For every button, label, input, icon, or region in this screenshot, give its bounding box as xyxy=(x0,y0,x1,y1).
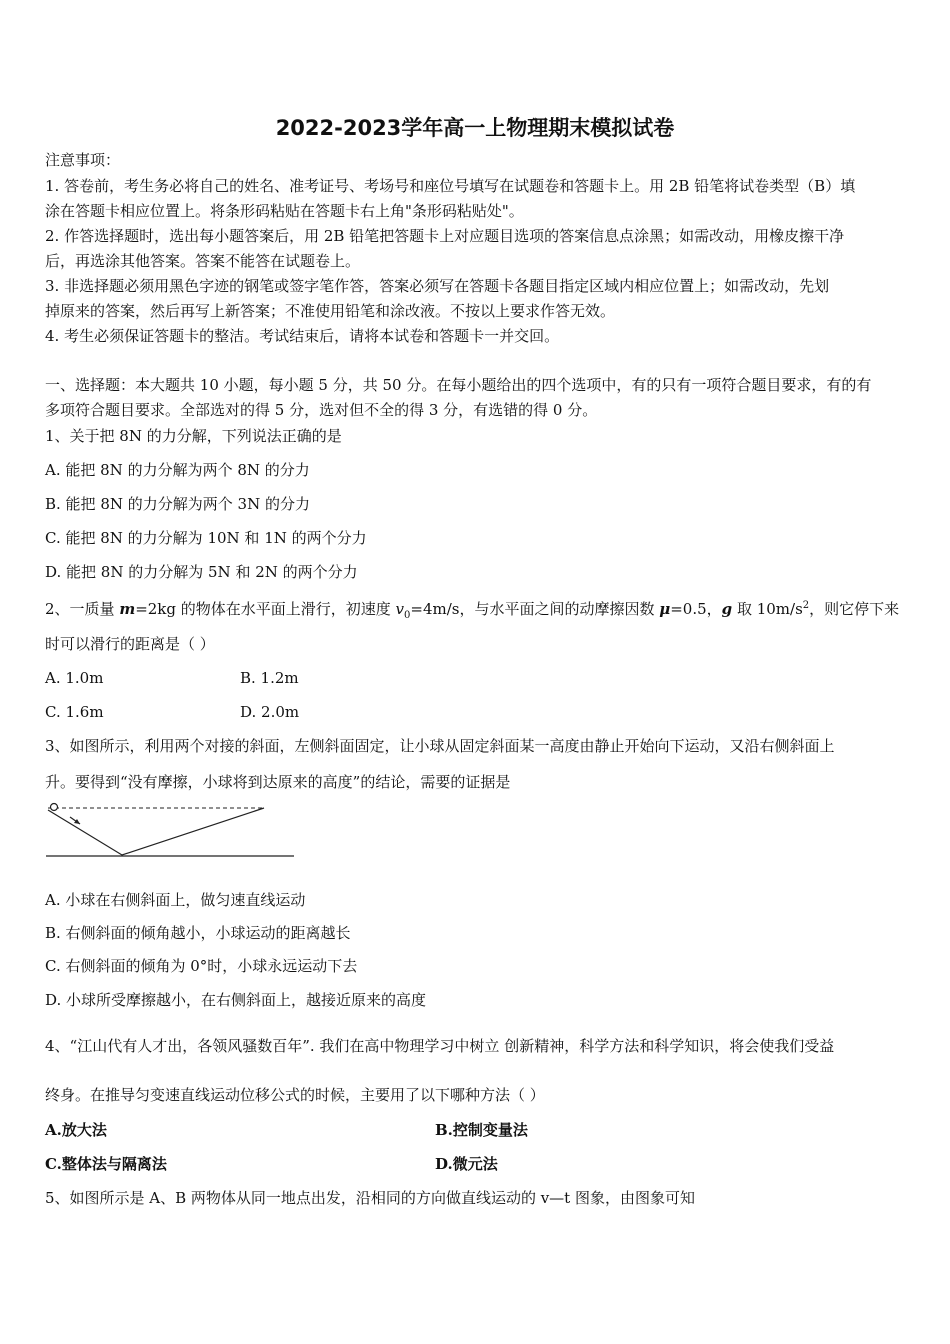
q2-stem-b: 时可以滑行的距离是（ ） xyxy=(45,635,215,653)
q3-stem-a: 3、如图所示，利用两个对接的斜面，左侧斜面固定，让小球从固定斜面某一高度由静止开始向下运动，又沿右侧斜面上 xyxy=(45,737,835,755)
ball-icon xyxy=(51,804,58,811)
q2-squared: 2 xyxy=(802,600,810,611)
q2-stem-part: =4m/s，与水平面之间的动摩擦因数 xyxy=(410,600,660,618)
q2-stem-part: ，则它停下来 xyxy=(809,600,900,618)
q4-stem-b: 终身。在推导匀变速直线运动位移公式的时候，主要用了以下哪种方法（ ） xyxy=(45,1086,545,1104)
q3-stem-b: 升。要得到“没有摩擦，小球将到达原来的高度”的结论，需要的证据是 xyxy=(45,773,511,791)
q4-option-a: A.放大法 xyxy=(45,1121,107,1139)
q2-velocity-subscript: 0 xyxy=(404,610,411,621)
q1-stem: 1、关于把 8N 的力分解，下列说法正确的是 xyxy=(45,427,342,445)
q1-option-b: B. 能把 8N 的力分解为两个 3N 的分力 xyxy=(45,495,310,513)
q2-velocity-symbol: v xyxy=(395,600,405,618)
notice-heading: 注意事项： xyxy=(45,151,121,169)
section1-intro-b: 多项符合题目要求。全部选对的得 5 分，选对但不全的得 3 分，有选错的得 0 分。 xyxy=(45,401,598,419)
q2-option-c: C. 1.6m xyxy=(45,703,104,721)
inclined-planes-outline xyxy=(48,808,264,855)
q2-mass-symbol: m xyxy=(119,600,136,618)
q3-option-d: D. 小球所受摩擦越小，在右侧斜面上，越接近原来的高度 xyxy=(45,991,427,1009)
q1-option-c: C. 能把 8N 的力分解为 10N 和 1N 的两个分力 xyxy=(45,529,367,547)
notice-item-3b: 掉原来的答案，然后再写上新答案；不准使用铅笔和涂改液。不按以上要求作答无效。 xyxy=(45,302,616,320)
page-title: 2022-2023学年高一上物理期末模拟试卷 xyxy=(275,116,675,140)
q3-option-c: C. 右侧斜面的倾角为 0°时，小球永远运动下去 xyxy=(45,957,358,975)
q1-option-d: D. 能把 8N 的力分解为 5N 和 2N 的两个分力 xyxy=(45,563,358,581)
inclined-planes-figure xyxy=(44,800,296,864)
q4-option-c: C.整体法与隔离法 xyxy=(45,1155,167,1173)
q5-stem: 5、如图所示是 A、B 两物体从同一地点出发，沿相同的方向做直线运动的 v—t 图象，由图象可知 xyxy=(45,1189,695,1207)
notice-item-2b: 后，再选涂其他答案。答案不能答在试题卷上。 xyxy=(45,252,361,270)
q3-option-a: A. 小球在右侧斜面上，做匀速直线运动 xyxy=(45,891,306,909)
notice-item-1b: 涂在答题卡相应位置上。将条形码粘贴在答题卡右上角"条形码粘贴处"。 xyxy=(45,202,524,220)
q2-stem-part: =0.5， xyxy=(670,600,722,618)
notice-item-4: 4. 考生必须保证答题卡的整洁。考试结束后，请将本试卷和答题卡一并交回。 xyxy=(45,327,560,345)
q4-option-d: D.微元法 xyxy=(435,1155,498,1173)
notice-item-3a: 3. 非选择题必须用黑色字迹的钢笔或签字笔作答，答案必须写在答题卡各题目指定区域内相应位置上；如需改动，先划 xyxy=(45,277,830,295)
q4-option-b: B.控制变量法 xyxy=(435,1121,528,1139)
q2-stem-part: 2、一质量 xyxy=(45,600,120,618)
q2-stem-part: =2kg 的物体在水平面上滑行，初速度 xyxy=(135,600,396,618)
q2-mu-symbol: μ xyxy=(659,600,671,618)
q2-option-d: D. 2.0m xyxy=(240,703,300,721)
notice-item-2a: 2. 作答选择题时，选出每小题答案后，用 2B 铅笔把答题卡上对应题目选项的答案信息点涂黑；如需改动，用橡皮擦干净 xyxy=(45,227,845,245)
section1-intro-a: 一、选择题：本大题共 10 小题，每小题 5 分，共 50 分。在每小题给出的四个选项中，有的只有一项符合题目要求，有的有 xyxy=(45,376,872,394)
q4-stem-a: 4、“江山代有人才出，各领风骚数百年”. 我们在高中物理学习中树立 创新精神，科学方法和科学知识，将会使我们受益 xyxy=(45,1037,835,1055)
q1-option-a: A. 能把 8N 的力分解为两个 8N 的分力 xyxy=(45,461,310,479)
q2-option-b: B. 1.2m xyxy=(240,669,299,687)
q3-option-b: B. 右侧斜面的倾角越小，小球运动的距离越长 xyxy=(45,924,351,942)
q2-stem-a xyxy=(45,596,899,626)
notice-item-1a: 1. 答卷前，考生务必将自己的姓名、准考证号、考场号和座位号填写在试题卷和答题卡上。用 2B 铅笔将试卷类型（B）填 xyxy=(45,177,856,195)
q2-g-symbol: g xyxy=(721,600,733,618)
q2-stem-part: 取 10m/s xyxy=(732,600,803,618)
q2-option-a: A. 1.0m xyxy=(45,669,104,687)
